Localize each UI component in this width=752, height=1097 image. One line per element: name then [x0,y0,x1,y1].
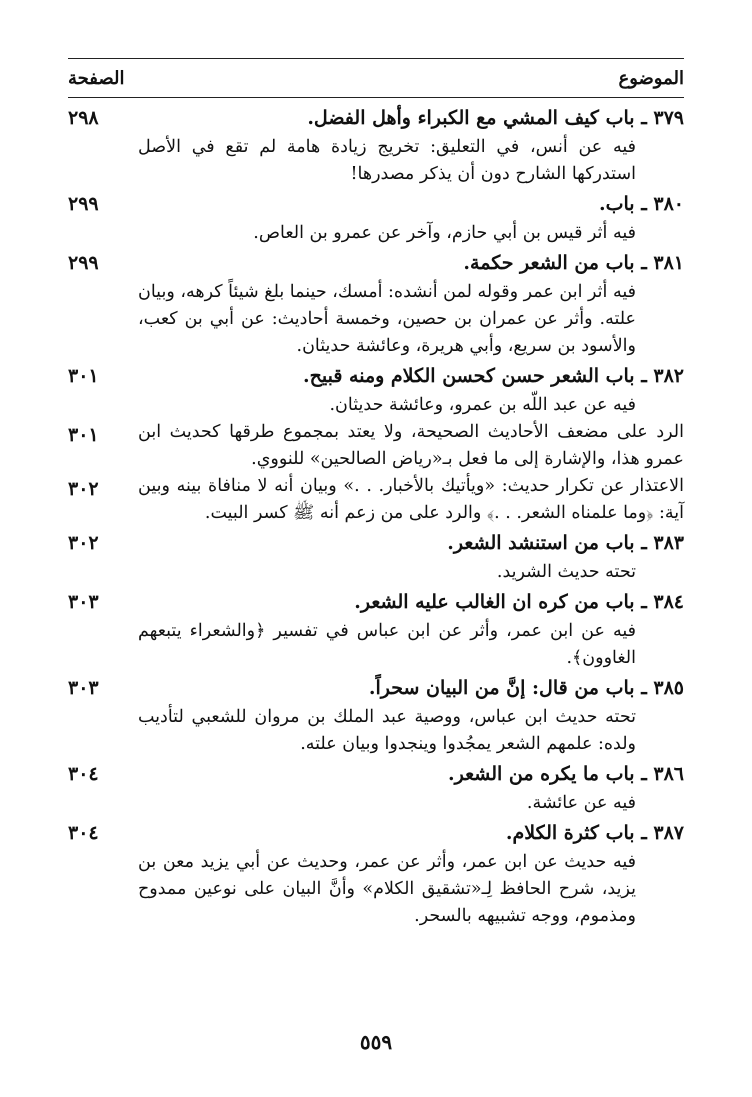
entry-title: باب من استنشد الشعر. [447,532,635,554]
entry-number: ٣٨٣ ـ [641,532,684,554]
entry-title: باب كثرة الكلام. [505,822,635,844]
entry-heading [138,758,684,790]
entry-heading [138,586,684,618]
index-entry [68,586,684,672]
entry-number: ٣٨٤ ـ [641,591,684,613]
entry-title: باب من قال: إنَّ من البيان سحراً. [368,677,635,699]
index-entry [68,527,684,586]
entry-description: تحته حديث ابن عباس، ووصية عبد الملك بن مروان للشعبي لتأديب ولده: علمهم الشعر يمجُدوا وينجدوا وبيان علته. [138,707,636,754]
entry-heading [138,817,684,849]
entry-description: تحته حديث الشريد. [496,562,636,582]
index-entry [68,419,684,473]
index-entry [68,473,684,527]
entry-description: فيه عن ابن عمر، وأثر عن ابن عباس في تفسير ﴿والشعراء يتبعهم الغاوون﴾. [138,621,636,668]
entry-page-number: ٣٠٢ [68,478,99,500]
entry-number: ٣٨١ ـ [641,252,684,274]
entry-heading [138,247,684,279]
entry-description: الاعتذار عن تكرار حديث: «ويأتيك بالأخبار. . .» وبيان أنه لا منافاة بينه وبين آية: ﴿وما علمناه الشعر. . .﴾ والرد على من زعم أنه ﷺ كسر البيت. [138,476,684,523]
entry-body [138,102,684,188]
entry-body [138,672,684,758]
entry-page-number: ٣٠٢ [68,532,99,554]
entry-title: باب كيف المشي مع الكبراء وأهل الفضل. [307,107,635,129]
entry-page-number: ٣٠٣ [68,677,99,699]
index-entry [68,247,684,360]
entry-page-number: ٣٠٤ [68,822,99,844]
entry-description: الرد على مضعف الأحاديث الصحيحة، ولا يعتد بمجموع طرقها كحديث ابن عمرو هذا، والإشارة إلى ما فعل بـ«رياض الصالحين» للنووي. [138,422,684,469]
entry-description: فيه عن عائشة. [526,793,636,813]
entry-body [138,473,684,527]
entry-heading [138,360,684,392]
entry-heading [138,527,684,559]
index-entry [68,360,684,419]
entry-number: ٣٨٠ ـ [641,193,684,215]
entry-title: باب ما يكره من الشعر. [448,763,635,785]
entry-body [138,527,684,586]
entry-description: فيه أثر ابن عمر وقوله لمن أنشده: أمسك، حينما بلغ شيئاً كرهه، وبيان علته. وأثر عن عمران بن حصين، وخمسة أحاديث: عن أبي بن كعب، والأسود بن سريع، وأبي هريرة، وعائشة حديثان. [137,282,636,356]
entry-body [138,758,684,817]
entry-body [138,360,684,419]
entry-title: باب من الشعر حكمة. [463,252,635,274]
entry-page-number: ٣٠١ [68,424,99,446]
entry-number: ٣٨٧ ـ [641,822,684,844]
index-entry [68,817,684,930]
header-page-label: الصفحة [68,67,125,89]
entry-description: فيه عن عبد اللّه بن عمرو، وعائشة حديثان. [329,395,636,415]
entry-page-number: ٢٩٩ [68,193,99,215]
entry-heading [138,188,684,220]
entry-title: باب. [598,193,635,215]
index-entry [68,672,684,758]
header-topic-label: الموضوع [618,67,684,89]
index-entry [68,188,684,247]
entry-body [138,419,684,473]
page-number: ٥٥٩ [359,1030,393,1054]
entry-description: فيه أثر قيس بن أبي حازم، وآخر عن عمرو بن العاص. [253,223,636,243]
entry-page-number: ٣٠٤ [68,763,99,785]
entry-page-number: ٢٩٨ [68,107,99,129]
entry-body [138,586,684,672]
entry-page-number: ٣٠٣ [68,591,99,613]
entry-heading [138,102,684,134]
entry-title: باب من كره ان الغالب عليه الشعر. [354,591,635,613]
index-entry [68,758,684,817]
entry-body [138,188,684,247]
entry-page-number: ٢٩٩ [68,252,99,274]
entry-number: ٣٨٢ ـ [641,365,684,387]
entry-title: باب الشعر حسن كحسن الكلام ومنه قبيح. [302,365,635,387]
table-header [68,58,684,98]
entry-body [138,247,684,360]
entry-description: فيه حديث عن ابن عمر، وأثر عن عمر، وحديث عن أبي يزيد معن بن يزيد، شرح الحافظ لِـ«تشقيق الكلام» وأنَّ البيان على نوعين ممدوح ومذموم، ووجه تشبيهه بالسحر. [138,852,636,926]
index-entries [68,102,684,930]
entry-description: فيه عن أنس، في التعليق: تخريج زيادة هامة لم تقع في الأصل استدركها الشارح دون أن يذكر مصدرها! [138,137,636,184]
entry-number: ٣٧٩ ـ [641,107,684,129]
entry-body [138,817,684,930]
entry-number: ٣٨٥ ـ [641,677,684,699]
entry-heading [138,672,684,704]
entry-page-number: ٣٠١ [68,365,99,387]
entry-number: ٣٨٦ ـ [641,763,684,785]
index-entry [68,102,684,188]
